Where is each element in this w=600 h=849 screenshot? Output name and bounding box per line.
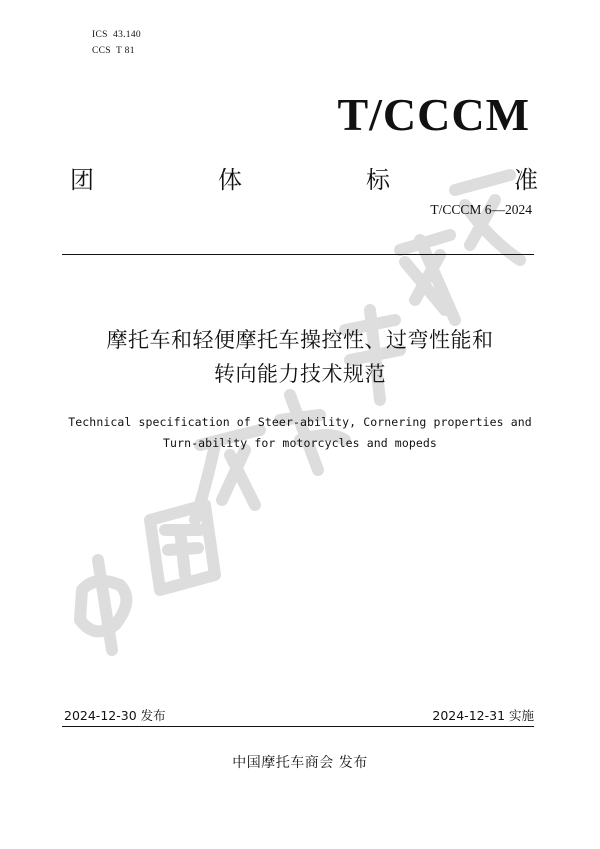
standard-type-char: 标 xyxy=(366,166,390,194)
standard-number: T/CCCM 6—2024 xyxy=(430,202,532,217)
ccs-code: CCS T 81 xyxy=(92,46,135,56)
effective-date: 2024-12-31 实施 xyxy=(432,708,534,723)
header-divider xyxy=(62,254,534,255)
title-cn-line: 转向能力技术规范 xyxy=(214,362,386,386)
standard-type-char: 体 xyxy=(218,166,242,194)
document-title-english xyxy=(0,412,600,454)
standard-brand-mark: T/CCCM xyxy=(337,89,530,140)
standard-type-char: 准 xyxy=(514,166,538,194)
title-cn-line: 摩托车和轻便摩托车操控性、过弯性能和 xyxy=(106,328,494,352)
standard-type-char: 团 xyxy=(70,166,94,194)
standard-type-label xyxy=(70,168,538,192)
title-en-line: Technical specification of Steer-ability, Cornering properties and xyxy=(68,415,532,429)
title-en-line: Turn-ability for motorcycles and mopeds xyxy=(163,436,437,450)
ics-code: ICS 43.140 xyxy=(92,30,141,40)
publisher: 中国摩托车商会 发布 xyxy=(232,755,368,771)
footer-divider xyxy=(62,726,534,727)
document-title-chinese xyxy=(0,323,600,391)
issue-date: 2024-12-30 发布 xyxy=(64,708,166,723)
